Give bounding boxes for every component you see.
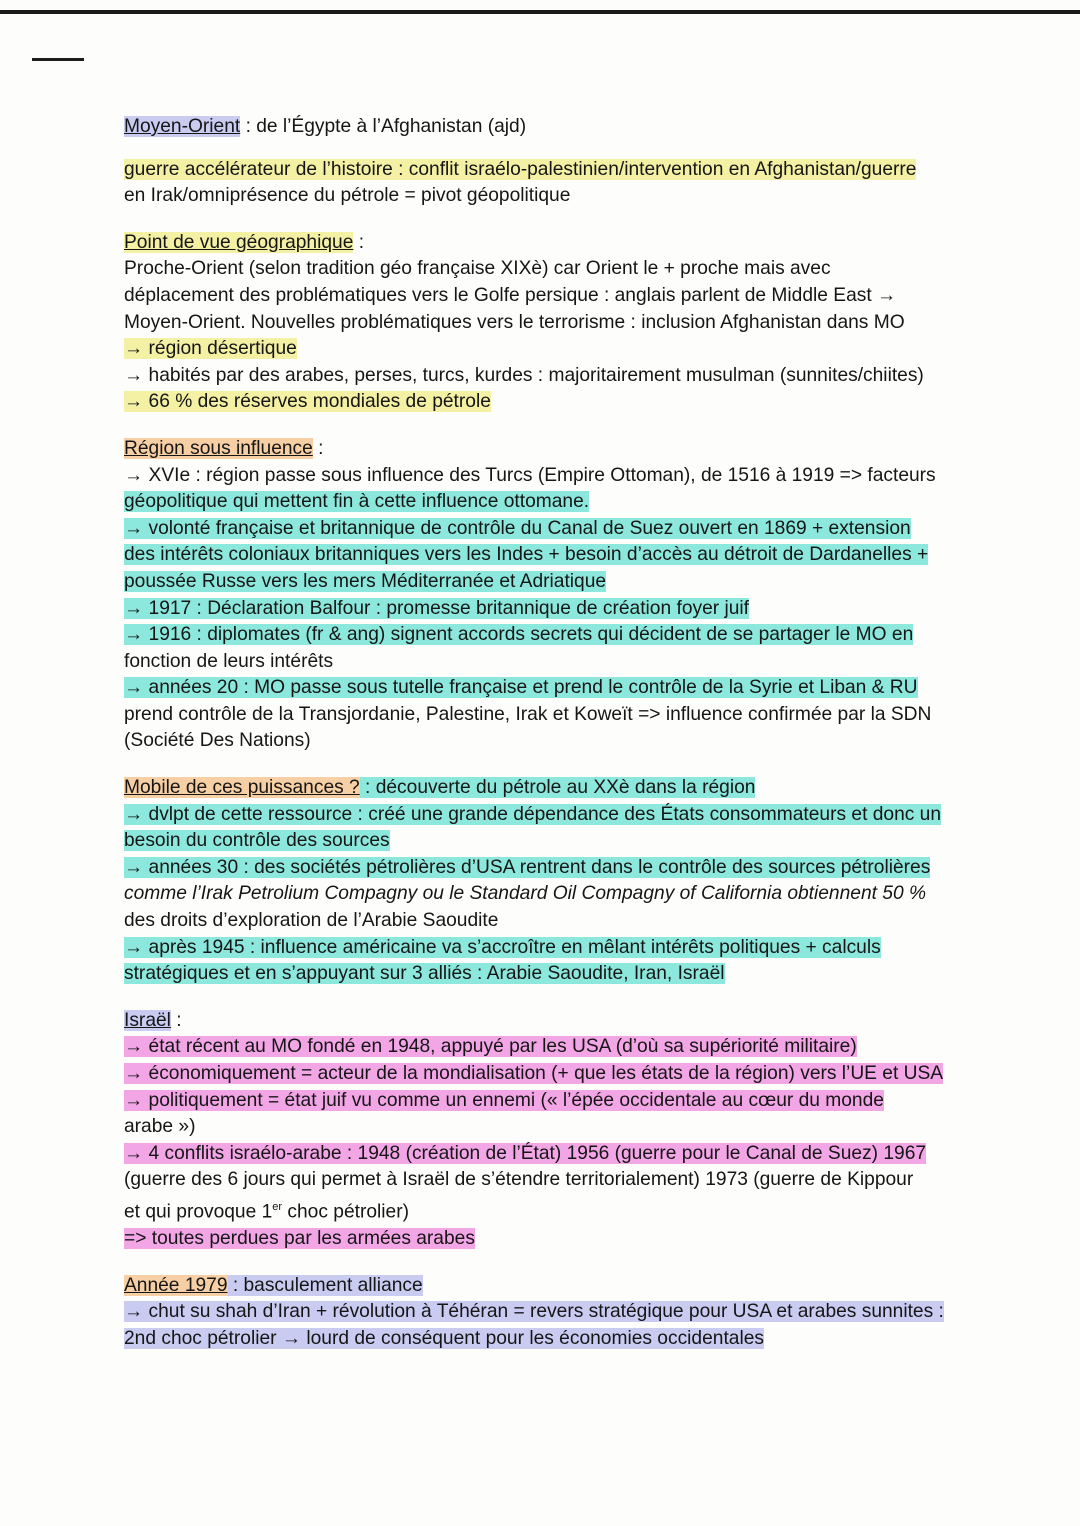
influence-line-2 [124, 489, 1024, 516]
influence-line-3 [124, 516, 1024, 543]
section-intro [124, 114, 1024, 210]
influence-text-9: → années 20 : MO passe sous tutelle française et prend le contrôle de la Syrie et Liban & RU [124, 677, 918, 699]
israel-line-6: (guerre des 6 jours qui permet à Israël de s’étendre territorialement) 1973 (guerre de Kippour [124, 1169, 914, 1191]
guerre-line-1 [124, 157, 1024, 184]
mobile-text-1: → dvlpt de cette ressource : créé une grande dépendance des États consommateurs et donc un [124, 803, 942, 825]
mobile-line-3 [124, 855, 1024, 882]
geo-line-3: Moyen-Orient. Nouvelles problématiques vers le terrorisme : inclusion Afghanistan dans MO [124, 311, 905, 333]
mobile-title: Mobile de ces puissances ? [124, 777, 360, 799]
mobile-line-6 [124, 935, 1024, 962]
israel-line-3 [124, 1088, 1024, 1115]
guerre-text-1: guerre accélérateur de l’histoire : conflit israélo-palestinien/intervention en Afghanistan/guerre [124, 158, 917, 180]
influence-line-11: (Société Des Nations) [124, 730, 311, 752]
geo-line-6 [124, 389, 1024, 416]
israel-colon: : [170, 1009, 182, 1031]
influence-line-6 [124, 596, 1024, 623]
section-influence [124, 436, 1024, 755]
israel-line-2 [124, 1061, 1024, 1088]
israel-text-5: → 4 conflits israélo-arabe : 1948 (création de l’État) 1956 (guerre pour le Canal de Suez) 1967 [124, 1142, 927, 1164]
israel-text-7a: et qui provoque 1 [124, 1201, 273, 1223]
israel-line-5 [124, 1141, 1024, 1168]
influence-line-10: prend contrôle de la Transjordanie, Palestine, Irak et Koweït => influence confirmée par la SDN [124, 703, 932, 725]
israel-text-3: → politiquement = état juif vu comme un ennemi (« l’épée occidentale au cœur du monde [124, 1089, 884, 1111]
mobile-text-3: → années 30 : des sociétés pétrolières d’USA rentrent dans le contrôle des sources pétrolières [124, 856, 931, 878]
geo-colon: : [353, 231, 365, 253]
mobile-text-6: → après 1945 : influence américaine va s’accroître en mêlant intérêts politiques + calculs [124, 936, 881, 958]
mobile-line-4: comme l’Irak Petrolium Compagny ou le Standard Oil Compagny of California obtiennent 50 % [124, 883, 927, 905]
annee1979-title: Année 1979 [124, 1274, 228, 1296]
israel-line-4: arabe ») [124, 1116, 196, 1138]
mobile-line-5: des droits d’exploration de l’Arabie Saoudite [124, 910, 499, 932]
section-1979 [124, 1273, 1024, 1353]
geo-text-6: → 66 % des réserves mondiales de pétrole [124, 391, 491, 413]
paper-top-edge [0, 10, 1080, 14]
influence-line-8: fonction de leurs intérêts [124, 650, 334, 672]
influence-text-3: → volonté française et britannique de contrôle du Canal de Suez ouvert en 1869 + extension [124, 517, 911, 539]
mobile-line-7 [124, 961, 1024, 988]
geo-line-1: Proche-Orient (selon tradition géo française XIXè) car Orient le + proche mais avec [124, 258, 831, 280]
annee1979-text-1: → chut su shah d’Iran + révolution à Téhéran = revers stratégique pour USA et arabes sunnites : [124, 1301, 944, 1323]
mobile-text-7: stratégiques et en s’appuyant sur 3 alliés : Arabie Saoudite, Iran, Israël [124, 963, 725, 985]
israel-line-8 [124, 1226, 1024, 1253]
annee1979-head-rest: : basculement alliance [227, 1274, 423, 1296]
mo-title: Moyen-Orient [124, 116, 241, 137]
israel-text-7b: er [272, 1200, 283, 1213]
geo-heading [124, 230, 1024, 257]
israel-heading [124, 1008, 1024, 1035]
influence-line-5 [124, 569, 1024, 596]
influence-text-4: des intérêts coloniaux britanniques vers les Indes + besoin d’accès au détroit de Dardanelles + [124, 544, 929, 566]
influence-text-5: poussée Russe vers les mers Méditerranée et Adriatique [124, 570, 607, 592]
section-mobile [124, 775, 1024, 988]
guerre-line-2: en Irak/omniprésence du pétrole = pivot géopolitique [124, 185, 571, 207]
israel-title: Israël [124, 1009, 171, 1031]
mobile-line-2 [124, 828, 1024, 855]
influence-text-6: → 1917 : Déclaration Balfour : promesse britannique de création foyer juif [124, 597, 749, 619]
israel-line-1 [124, 1034, 1024, 1061]
mobile-text-2: besoin du contrôle des sources [124, 830, 390, 852]
israel-line-7 [124, 1194, 1024, 1226]
mobile-line-1 [124, 802, 1024, 829]
influence-line-4 [124, 542, 1024, 569]
influence-line-9 [124, 675, 1024, 702]
mobile-heading [124, 775, 1024, 802]
notes-page [124, 114, 1024, 1372]
section-geographie [124, 230, 1024, 416]
influence-text-7: → 1916 : diplomates (fr & ang) signent accords secrets qui décident de se partager le MO en [124, 624, 914, 646]
influence-line-7 [124, 622, 1024, 649]
influence-colon: : [312, 437, 324, 459]
geo-line-5: → habités par des arabes, perses, turcs, kurdes : majoritairement musulman (sunnites/chiites) [124, 364, 924, 386]
mo-definition: : de l’Égypte à l’Afghanistan (ajd) [240, 116, 527, 137]
annee1979-line-1 [124, 1299, 1024, 1326]
geo-text-4: → région désertique [124, 338, 297, 360]
geo-line-4 [124, 336, 1024, 363]
influence-line-1: → XVIe : région passe sous influence des Turcs (Empire Ottoman), de 1516 à 1919 => facteurs [124, 464, 936, 486]
israel-text-7c: choc pétrolier) [282, 1201, 409, 1223]
mobile-head-rest: : découverte du pétrole au XXè dans la région [359, 777, 756, 799]
influence-text-2: géopolitique qui mettent fin à cette influence ottomane. [124, 491, 590, 513]
geo-line-2: déplacement des problématiques vers le Golfe persique : anglais parlent de Middle East → [124, 284, 897, 306]
israel-text-1: → état récent au MO fondé en 1948, appuyé par les USA (d’où sa supériorité militaire) [124, 1036, 857, 1058]
geo-title: Point de vue géographique [124, 231, 354, 253]
influence-title: Région sous influence [124, 437, 313, 459]
section-israel [124, 1008, 1024, 1253]
mo-definition-line [124, 114, 1024, 141]
annee1979-heading [124, 1273, 1024, 1300]
annee1979-line-2 [124, 1326, 1024, 1353]
influence-heading [124, 436, 1024, 463]
binder-hole-mark [32, 58, 84, 61]
israel-text-2: → économiquement = acteur de la mondialisation (+ que les états de la région) vers l’UE et USA [124, 1063, 944, 1084]
israel-text-8: => toutes perdues par les armées arabes [124, 1227, 475, 1249]
annee1979-text-2: 2nd choc pétrolier → lourd de conséquent pour les économies occidentales [124, 1327, 764, 1349]
